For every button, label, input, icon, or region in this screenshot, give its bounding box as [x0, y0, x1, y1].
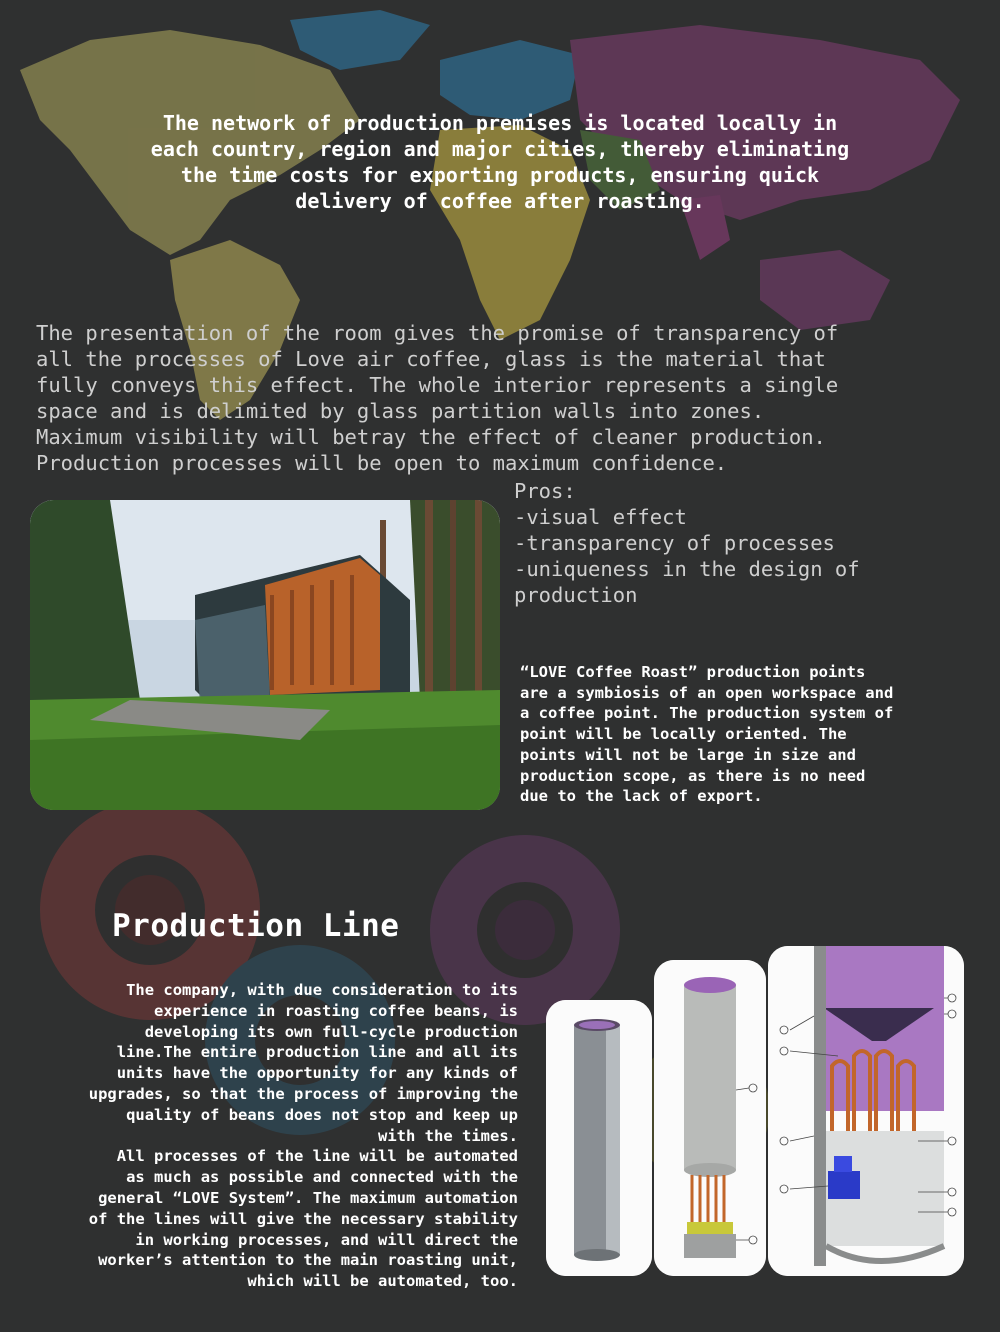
production-line-text: The company, with due consideration to its experience in roasting coffee beans, is developing its own full-cycle production line.The entire production line and all its units have the opportunity for any kinds of upgrades, so that the process of improving the quality of beans does not stop and keep up with the times. All processes of the line will be automated as much as possible and connected with the general “LOVE System”. The maximum automation of the lines will give the necessary stability in working processes, and will direct the worker’s attention to the main roasting unit, which will be automated, too. — [88, 981, 518, 1291]
glass-house-photo — [30, 500, 500, 810]
love-points-text: “LOVE Coffee Roast” production points are a symbiosis of an open workspace and a coffee point. The production system of point will be locally oriented. The points will not be large in size and production scope, as there is no need due to the lack of export. — [520, 663, 894, 806]
render-closed-tube — [546, 1000, 652, 1276]
section-title: Production Line — [112, 908, 400, 944]
pros-item: -visual effect — [514, 505, 687, 529]
pros-title: Pros: — [514, 479, 576, 503]
map-europe — [440, 40, 580, 120]
pros-item: -uniqueness in the design of production — [514, 557, 860, 607]
render-tube-with-elements — [654, 960, 766, 1276]
pros-item: -transparency of processes — [514, 531, 835, 555]
render-cutaway — [768, 946, 964, 1276]
presentation-text: The presentation of the room gives the promise of transparency of all the processes of Love air coffee, glass is the material that fully conveys this effect. The whole interior represents a single space and is delimited by glass partition walls into zones. Maximum visibility will betray the effect of cleaner production. Production processes will be open to maximum confidence. — [36, 321, 839, 475]
map-greenland — [290, 10, 430, 70]
map-australia — [760, 250, 890, 330]
pros-list — [514, 478, 954, 608]
intro-text: The network of production premises is located locally in each country, region and major cities, thereby eliminating the time costs for exporting products, ensuring quick delivery of coffee after roasting. — [150, 111, 850, 213]
